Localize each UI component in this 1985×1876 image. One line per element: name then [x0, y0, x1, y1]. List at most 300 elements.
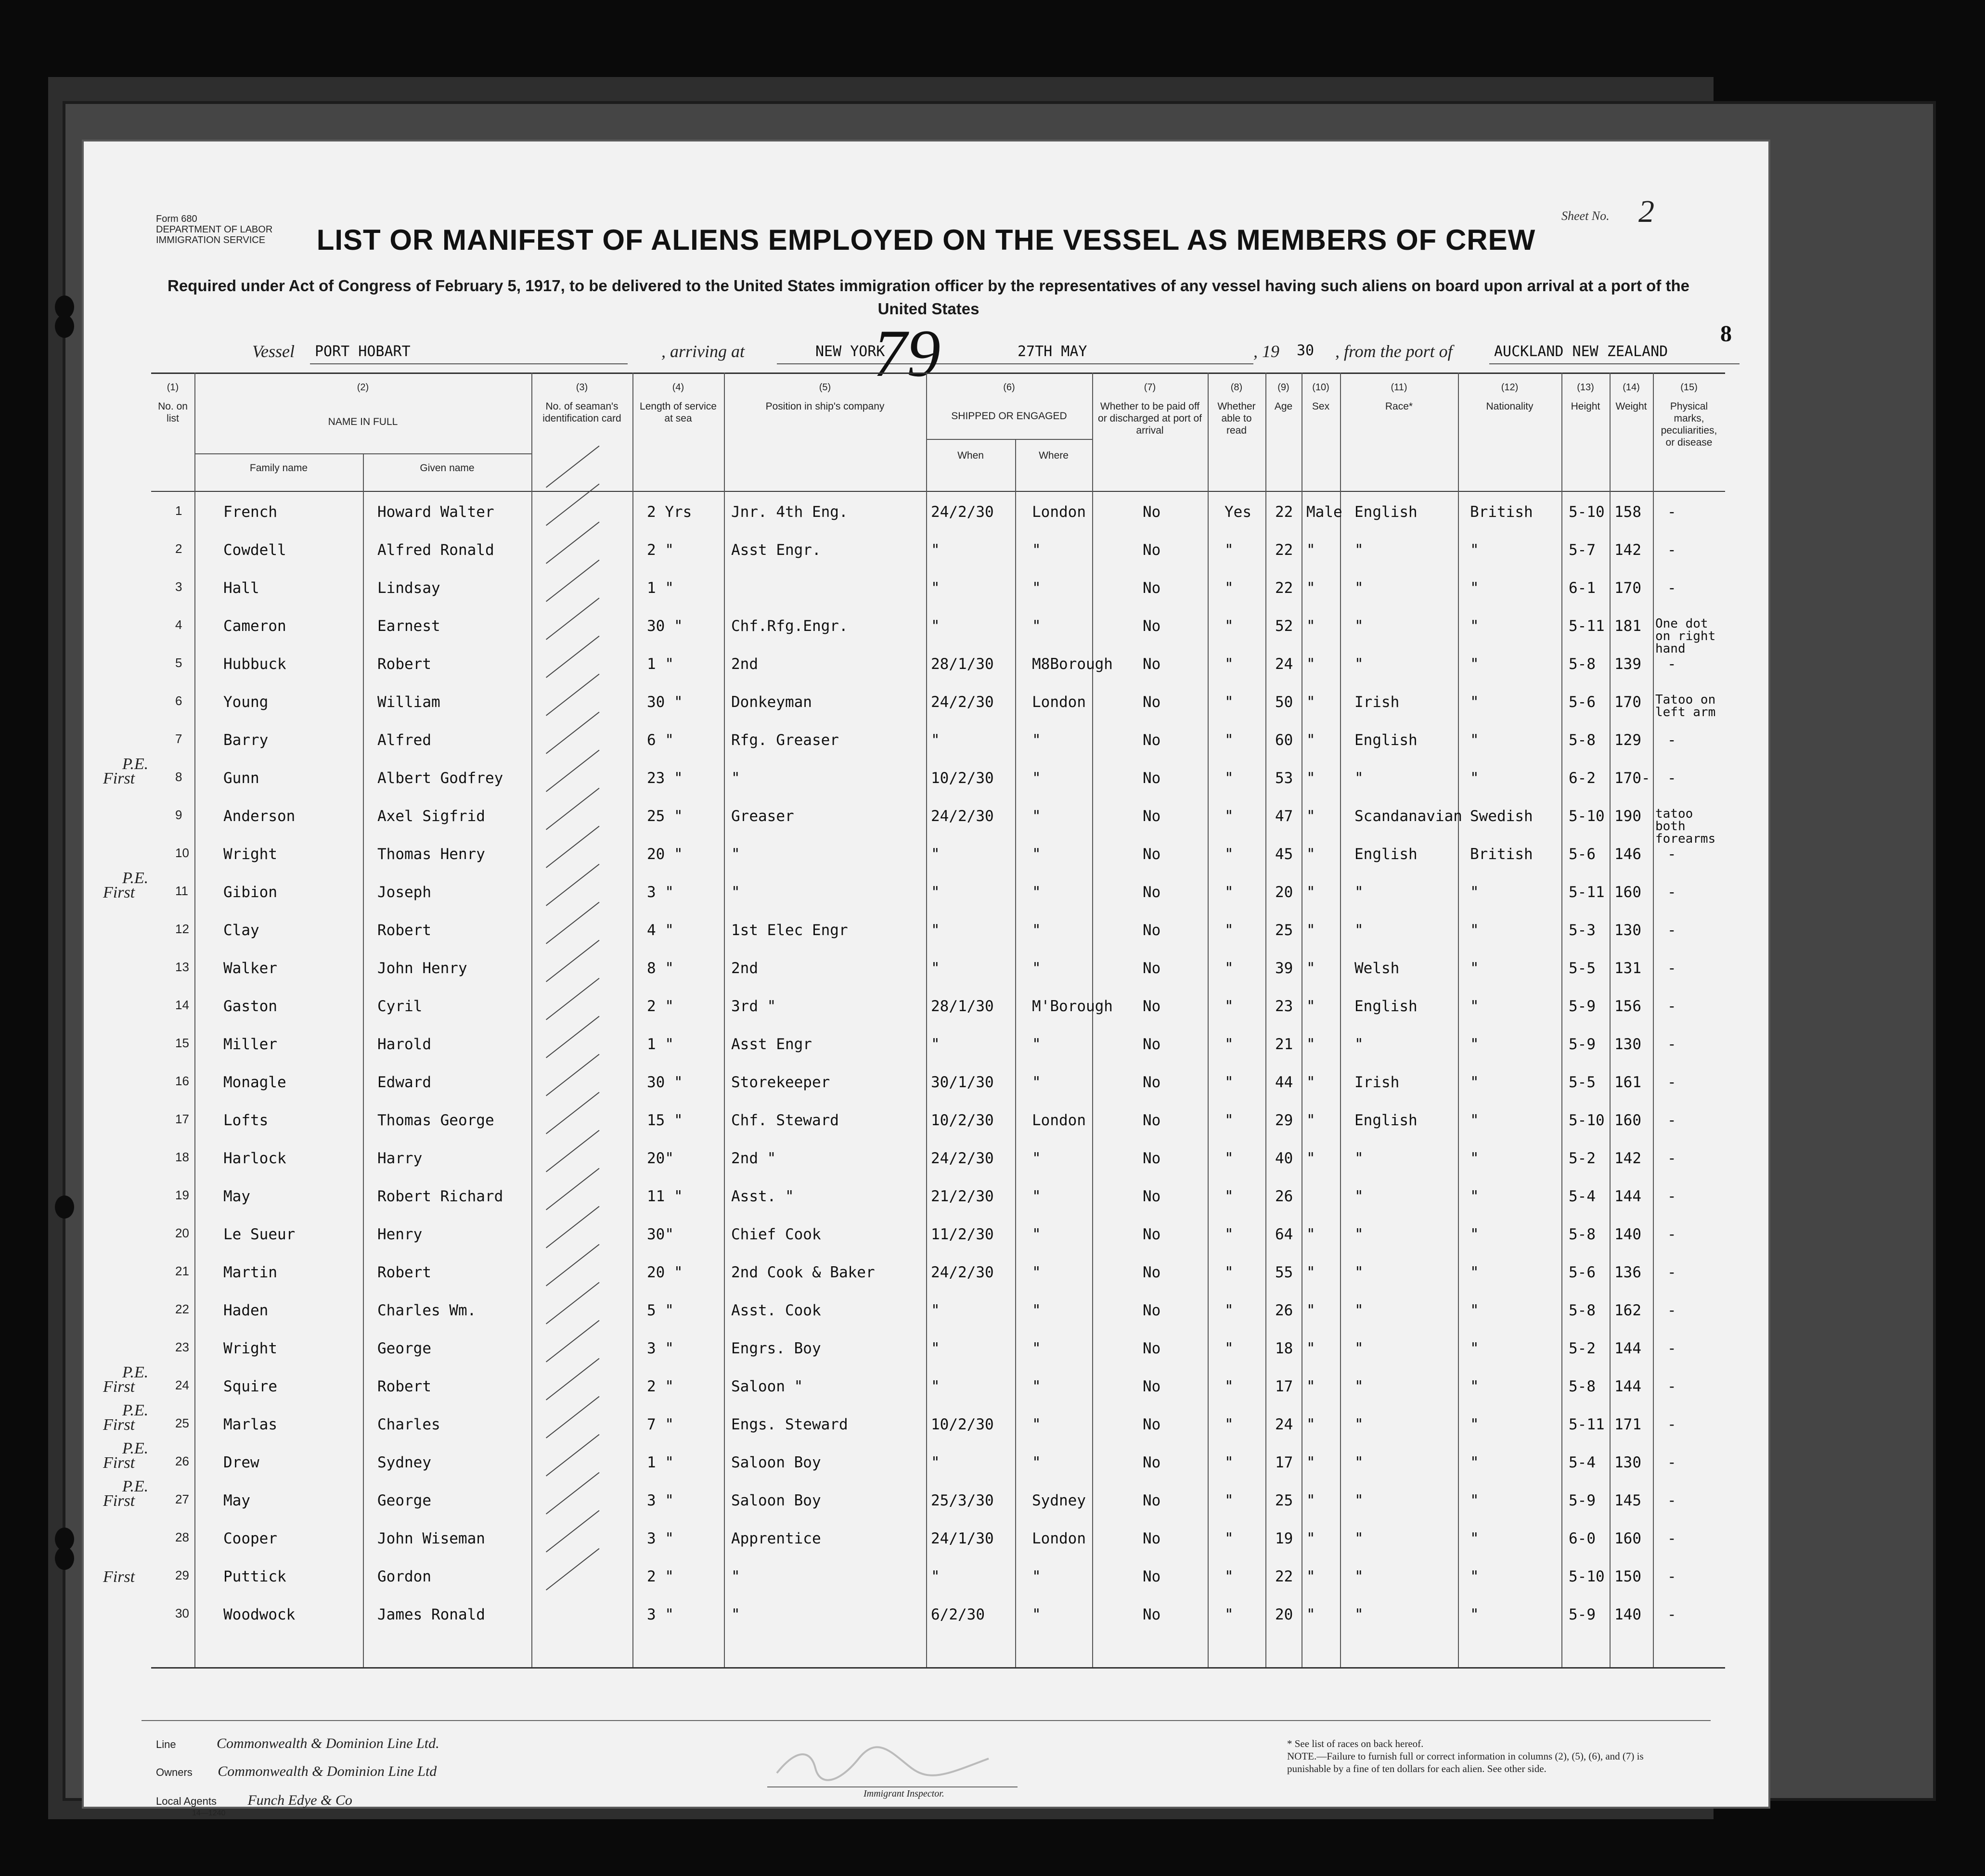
cell-given: Henry: [377, 1226, 423, 1243]
cell-paid: No: [1143, 770, 1161, 787]
cell-read: ": [1225, 1340, 1234, 1357]
cell-weight: 144: [1614, 1188, 1641, 1205]
cell-service: 3 ": [647, 1606, 674, 1623]
cell-position: Jnr. 4th Eng.: [731, 503, 848, 521]
margin-note: P.E.: [122, 755, 149, 773]
cell-given: Albert Godfrey: [377, 770, 503, 787]
cell-given: George: [377, 1340, 431, 1357]
cell-race: Scandanavian: [1354, 808, 1462, 825]
cell-when: 24/2/30: [931, 503, 994, 521]
cell-read: ": [1225, 1606, 1234, 1623]
cell-read: ": [1225, 694, 1234, 711]
sheet-number-value: 2: [1638, 194, 1654, 229]
cell-n: 6: [175, 694, 182, 708]
cell-service: 30 ": [647, 694, 683, 711]
cell-service: 3 ": [647, 1530, 674, 1547]
crew-row: [151, 1378, 1725, 1415]
cell-read: ": [1225, 1074, 1234, 1091]
cell-nat: ": [1470, 1226, 1479, 1243]
cell-n: 14: [175, 998, 189, 1012]
punch-hole: [55, 1195, 74, 1219]
cell-race: English: [1354, 1112, 1418, 1129]
cell-nat: ": [1470, 884, 1479, 901]
cell-read: ": [1225, 1530, 1234, 1547]
cell-height: 5-10: [1569, 503, 1605, 521]
cell-weight: 161: [1614, 1074, 1641, 1091]
column-number: (2): [357, 382, 369, 393]
cell-given: Robert: [377, 655, 431, 673]
inspector-signature: [767, 1739, 1008, 1792]
cell-age: 20: [1275, 884, 1293, 901]
column-number: (11): [1391, 382, 1407, 393]
cell-height: 5-9: [1569, 998, 1596, 1015]
cell-when: 30/1/30: [931, 1074, 994, 1091]
cell-n: 2: [175, 541, 182, 556]
column-number: (3): [576, 382, 588, 393]
column-header: No. on list: [158, 401, 188, 424]
cell-height: 5-8: [1569, 732, 1596, 749]
cell-read: ": [1225, 579, 1234, 597]
cell-sex: ": [1306, 884, 1315, 901]
cell-position: Saloon Boy: [731, 1492, 821, 1509]
from-port-underline: [1489, 363, 1740, 364]
cell-when: 24/2/30: [931, 808, 994, 825]
cell-n: 3: [175, 579, 182, 594]
crew-row: [151, 770, 1725, 807]
cell-race: ": [1354, 1530, 1364, 1547]
cell-service: 23 ": [647, 770, 683, 787]
crew-row: [151, 1302, 1725, 1339]
column-number: (15): [1680, 382, 1698, 393]
year-label: , 19: [1253, 342, 1279, 361]
cell-where: ": [1032, 808, 1041, 825]
cell-race: ": [1354, 579, 1364, 597]
cell-race: English: [1354, 503, 1418, 521]
cell-when: ": [931, 1378, 940, 1395]
cell-family: Walker: [223, 960, 277, 977]
crew-row: [151, 846, 1725, 883]
cell-age: 22: [1275, 579, 1293, 597]
cell-race: ": [1354, 655, 1364, 673]
cell-where: ": [1032, 617, 1041, 635]
crew-row: [151, 655, 1725, 693]
corner-number: 8: [1720, 321, 1732, 347]
cell-family: Le Sueur: [223, 1226, 296, 1243]
cell-given: George: [377, 1492, 431, 1509]
cell-service: 7 ": [647, 1416, 674, 1433]
cell-nat: ": [1470, 1264, 1479, 1281]
owners-field: [156, 1763, 437, 1780]
cell-n: 25: [175, 1416, 189, 1430]
cell-nat: ": [1470, 694, 1479, 711]
cell-nat: ": [1470, 1074, 1479, 1091]
cell-height: 5-9: [1569, 1036, 1596, 1053]
cell-paid: No: [1143, 732, 1161, 749]
cell-sex: ": [1306, 1492, 1315, 1509]
cell-marks: -: [1667, 960, 1676, 977]
cell-given: William: [377, 694, 440, 711]
cell-service: 5 ": [647, 1302, 674, 1319]
cell-height: 5-6: [1569, 846, 1596, 863]
check-mark: [546, 446, 600, 488]
races-note: * See list of races on back hereof.: [1287, 1738, 1424, 1749]
cell-weight: 142: [1614, 1150, 1641, 1167]
margin-note: P.E.: [122, 1439, 149, 1457]
cell-where: ": [1032, 846, 1041, 863]
cell-nat: ": [1470, 732, 1479, 749]
cell-age: 24: [1275, 1416, 1293, 1433]
column-number: (10): [1312, 382, 1329, 393]
cell-family: Gaston: [223, 998, 277, 1015]
margin-note: First: [103, 1378, 135, 1396]
cell-when: 24/1/30: [931, 1530, 994, 1547]
owners-value: Commonwealth & Dominion Line Ltd: [218, 1763, 437, 1779]
crew-row: [151, 732, 1725, 769]
cell-n: 10: [175, 846, 189, 860]
cell-family: May: [223, 1188, 250, 1205]
document-subtitle: Required under Act of Congress of February 5, 1917, to be delivered to the United States immigration officer by the representatives of any vessel having such aliens on board upon arrival at a port of the United States: [167, 277, 1689, 318]
cell-race: ": [1354, 1302, 1364, 1319]
cell-race: ": [1354, 1036, 1364, 1053]
cell-read: ": [1225, 1112, 1234, 1129]
cell-marks: -: [1667, 1226, 1676, 1243]
cell-given: Thomas George: [377, 1112, 494, 1129]
cell-height: 5-2: [1569, 1340, 1596, 1357]
cell-nat: ": [1470, 1568, 1479, 1585]
cell-where: M'Borough: [1032, 998, 1113, 1015]
cell-weight: 140: [1614, 1606, 1641, 1623]
cell-height: 5-2: [1569, 1150, 1596, 1167]
cell-service: 30 ": [647, 617, 683, 635]
cell-when: ": [931, 1302, 940, 1319]
cell-n: 18: [175, 1150, 189, 1164]
cell-height: 5-9: [1569, 1492, 1596, 1509]
cell-n: 9: [175, 808, 182, 822]
column-number: (13): [1577, 382, 1594, 393]
cell-n: 11: [175, 884, 188, 898]
cell-height: 5-4: [1569, 1454, 1596, 1471]
cell-weight: 130: [1614, 922, 1641, 939]
fine-note: NOTE.—Failure to furnish full or correct information in columns (2), (5), (6), and (7) is punishable by a fine of ten dollars for each alien. See other side.: [1287, 1750, 1644, 1774]
cell-marks: -: [1667, 1150, 1676, 1167]
vessel-name: PORT HOBART: [315, 343, 411, 360]
cell-race: ": [1354, 617, 1364, 635]
cell-nat: ": [1470, 1530, 1479, 1547]
cell-nat: ": [1470, 1036, 1479, 1053]
cell-marks: -: [1667, 998, 1676, 1015]
cell-position: ": [731, 884, 740, 901]
cell-family: Lofts: [223, 1112, 269, 1129]
crew-row: [151, 503, 1725, 541]
cell-given: Earnest: [377, 617, 440, 635]
cell-read: ": [1225, 998, 1234, 1015]
cell-when: 28/1/30: [931, 998, 994, 1015]
cell-height: 5-11: [1569, 1416, 1605, 1433]
cell-nat: British: [1470, 846, 1533, 863]
cell-age: 22: [1275, 541, 1293, 559]
cell-age: 39: [1275, 960, 1293, 977]
cell-family: Wright: [223, 1340, 277, 1357]
cell-family: French: [223, 503, 277, 521]
cell-family: Drew: [223, 1454, 259, 1471]
crew-row: [151, 1416, 1725, 1453]
column-header: Race*: [1385, 401, 1413, 412]
cell-position: ": [731, 1568, 740, 1585]
cell-service: 2 ": [647, 1568, 674, 1585]
cell-family: May: [223, 1492, 250, 1509]
cell-nat: ": [1470, 655, 1479, 673]
column-number: (7): [1144, 382, 1156, 393]
cell-sex: ": [1306, 1454, 1315, 1471]
cell-given: Harold: [377, 1036, 431, 1053]
column-number: (9): [1277, 382, 1289, 393]
cell-service: 15 ": [647, 1112, 683, 1129]
cell-when: 6/2/30: [931, 1606, 985, 1623]
cell-marks: -: [1667, 1606, 1676, 1623]
cell-n: 27: [175, 1492, 189, 1506]
cell-family: Barry: [223, 732, 269, 749]
cell-height: 6-1: [1569, 579, 1596, 597]
cell-paid: No: [1143, 1226, 1161, 1243]
crew-row: [151, 1606, 1725, 1644]
cell-family: Squire: [223, 1378, 277, 1395]
where-header: Where: [1039, 450, 1069, 461]
cell-weight: 130: [1614, 1036, 1641, 1053]
cell-weight: 129: [1614, 732, 1641, 749]
cell-sex: ": [1306, 1378, 1315, 1395]
cell-sex: ": [1306, 770, 1315, 787]
column-header: SHIPPED OR ENGAGED: [951, 411, 1067, 422]
cell-read: ": [1225, 1036, 1234, 1053]
cell-read: ": [1225, 1188, 1234, 1205]
cell-read: ": [1225, 770, 1234, 787]
cell-given: Robert: [377, 922, 431, 939]
cell-paid: No: [1143, 1264, 1161, 1281]
cell-weight: 160: [1614, 1112, 1641, 1129]
cell-age: 23: [1275, 998, 1293, 1015]
cell-where: ": [1032, 1074, 1041, 1091]
cell-nat: ": [1470, 960, 1479, 977]
cell-weight: 160: [1614, 884, 1641, 901]
cell-paid: No: [1143, 884, 1161, 901]
cell-race: ": [1354, 1568, 1364, 1585]
cell-age: 22: [1275, 503, 1293, 521]
cell-family: Clay: [223, 922, 259, 939]
cell-where: ": [1032, 1416, 1041, 1433]
cell-race: ": [1354, 770, 1364, 787]
cell-sex: ": [1306, 960, 1315, 977]
cell-sex: ": [1306, 1530, 1315, 1547]
cell-race: ": [1354, 884, 1364, 901]
cell-position: 2nd ": [731, 1150, 776, 1167]
cell-marks: -: [1667, 541, 1676, 559]
cell-age: 17: [1275, 1454, 1293, 1471]
cell-age: 29: [1275, 1112, 1293, 1129]
cell-age: 64: [1275, 1226, 1293, 1243]
cell-height: 5-4: [1569, 1188, 1596, 1205]
crew-row: [151, 694, 1725, 731]
cell-given: Thomas Henry: [377, 846, 485, 863]
cell-n: 4: [175, 617, 182, 632]
cell-n: 26: [175, 1454, 189, 1468]
cell-weight: 144: [1614, 1340, 1641, 1357]
crew-row: [151, 884, 1725, 921]
cell-race: Irish: [1354, 694, 1400, 711]
cell-nat: ": [1470, 1302, 1479, 1319]
crew-row: [151, 1340, 1725, 1377]
cell-race: ": [1354, 1226, 1364, 1243]
cell-position: ": [731, 770, 740, 787]
cell-paid: No: [1143, 1302, 1161, 1319]
cell-read: ": [1225, 884, 1234, 901]
cell-family: Puttick: [223, 1568, 286, 1585]
sheet-number-label: Sheet No.: [1561, 209, 1610, 223]
cell-service: 11 ": [647, 1188, 683, 1205]
cell-service: 2 ": [647, 1378, 674, 1395]
cell-nat: ": [1470, 1606, 1479, 1623]
margin-note: P.E.: [122, 869, 149, 887]
cell-marks: -: [1667, 922, 1676, 939]
cell-paid: No: [1143, 617, 1161, 635]
cell-when: 25/3/30: [931, 1492, 994, 1509]
table-top-rule: [151, 373, 1725, 374]
cell-given: Joseph: [377, 884, 431, 901]
inspector-label: Immigrant Inspector.: [864, 1788, 944, 1799]
cell-age: 26: [1275, 1188, 1293, 1205]
cell-age: 60: [1275, 732, 1293, 749]
cell-family: Monagle: [223, 1074, 286, 1091]
cell-service: 1 ": [647, 1036, 674, 1053]
cell-when: ": [931, 1340, 940, 1357]
crew-row: [151, 617, 1725, 655]
margin-note: First: [103, 1454, 135, 1472]
cell-n: 23: [175, 1340, 189, 1354]
cell-weight: 158: [1614, 503, 1641, 521]
cell-family: Cameron: [223, 617, 286, 635]
cell-service: 25 ": [647, 808, 683, 825]
cell-read: ": [1225, 617, 1234, 635]
cell-n: 8: [175, 770, 182, 784]
cell-read: ": [1225, 960, 1234, 977]
cell-weight: 162: [1614, 1302, 1641, 1319]
cell-where: ": [1032, 1340, 1041, 1357]
cell-marks: -: [1667, 1188, 1676, 1205]
cell-n: 21: [175, 1264, 189, 1278]
cell-nat: ": [1470, 770, 1479, 787]
cell-sex: ": [1306, 1264, 1315, 1281]
cell-family: Marlas: [223, 1416, 277, 1433]
cell-marks: -: [1667, 1340, 1676, 1357]
cell-when: ": [931, 846, 940, 863]
cell-read: ": [1225, 922, 1234, 939]
manifest-sheet: [82, 140, 1770, 1817]
cell-age: 50: [1275, 694, 1293, 711]
cell-position: 1st Elec Engr: [731, 922, 848, 939]
cell-sex: ": [1306, 1568, 1315, 1585]
cell-n: 20: [175, 1226, 189, 1240]
crew-row: [151, 1188, 1725, 1225]
cell-n: 29: [175, 1568, 189, 1582]
cell-given: Edward: [377, 1074, 431, 1091]
crew-row: [151, 922, 1725, 959]
cell-sex: ": [1306, 541, 1315, 559]
cell-height: 5-6: [1569, 1264, 1596, 1281]
cell-age: 19: [1275, 1530, 1293, 1547]
cell-position: Chf.Rfg.Engr.: [731, 617, 848, 635]
cell-marks: One dot on right hand: [1655, 617, 1716, 656]
crew-row: [151, 1492, 1725, 1529]
cell-when: ": [931, 732, 940, 749]
cell-height: 5-5: [1569, 1074, 1596, 1091]
cell-race: English: [1354, 998, 1418, 1015]
cell-race: ": [1354, 1492, 1364, 1509]
cell-weight: 130: [1614, 1454, 1641, 1471]
cell-given: Sydney: [377, 1454, 431, 1471]
cell-marks: -: [1667, 884, 1676, 901]
cell-position: Saloon Boy: [731, 1454, 821, 1471]
cell-service: 2 ": [647, 998, 674, 1015]
arriving-label: , arriving at: [661, 342, 745, 361]
cell-given: Robert: [377, 1264, 431, 1281]
cell-where: ": [1032, 1568, 1041, 1585]
margin-note: First: [103, 884, 135, 901]
cell-position: Asst Engr.: [731, 541, 821, 559]
cell-service: 6 ": [647, 732, 674, 749]
crew-table: [151, 373, 1725, 1667]
cell-weight: 170-: [1614, 770, 1650, 787]
cell-given: Alfred Ronald: [377, 541, 494, 559]
vessel-label: Vessel: [252, 342, 295, 361]
cell-nat: ": [1470, 998, 1479, 1015]
cell-sex: ": [1306, 1340, 1315, 1357]
line-value: Commonwealth & Dominion Line Ltd.: [217, 1735, 439, 1751]
cell-read: ": [1225, 846, 1234, 863]
cell-n: 15: [175, 1036, 189, 1050]
cell-read: ": [1225, 1378, 1234, 1395]
cell-given: Charles Wm.: [377, 1302, 477, 1319]
cell-paid: No: [1143, 655, 1161, 673]
cell-position: Asst. ": [731, 1188, 794, 1205]
cell-nat: ": [1470, 617, 1479, 635]
cell-when: 10/2/30: [931, 1112, 994, 1129]
cell-height: 5-10: [1569, 808, 1605, 825]
handwritten-number: 79: [873, 316, 941, 391]
service-name: IMMIGRATION SERVICE: [156, 235, 266, 245]
crew-row: [151, 579, 1725, 617]
cell-position: Greaser: [731, 808, 794, 825]
punch-hole: [55, 1547, 74, 1570]
cell-n: 7: [175, 732, 182, 746]
cell-race: ": [1354, 1454, 1364, 1471]
cell-when: ": [931, 922, 940, 939]
cell-marks: -: [1667, 1416, 1676, 1433]
table-bottom-rule: [151, 1667, 1725, 1669]
cell-paid: No: [1143, 1454, 1161, 1471]
cell-weight: 160: [1614, 1530, 1641, 1547]
cell-family: Martin: [223, 1264, 277, 1281]
crew-row: [151, 1530, 1725, 1568]
column-header: Age: [1274, 401, 1293, 412]
cell-nat: ": [1470, 541, 1479, 559]
cell-sex: ": [1306, 1150, 1315, 1167]
owners-label: Owners: [156, 1766, 193, 1778]
cell-where: London: [1032, 503, 1086, 521]
cell-where: Sydney: [1032, 1492, 1086, 1509]
column-number: (14): [1623, 382, 1640, 393]
cell-given: John Henry: [377, 960, 467, 977]
vessel-line: [252, 341, 1744, 365]
cell-height: 5-11: [1569, 884, 1605, 901]
